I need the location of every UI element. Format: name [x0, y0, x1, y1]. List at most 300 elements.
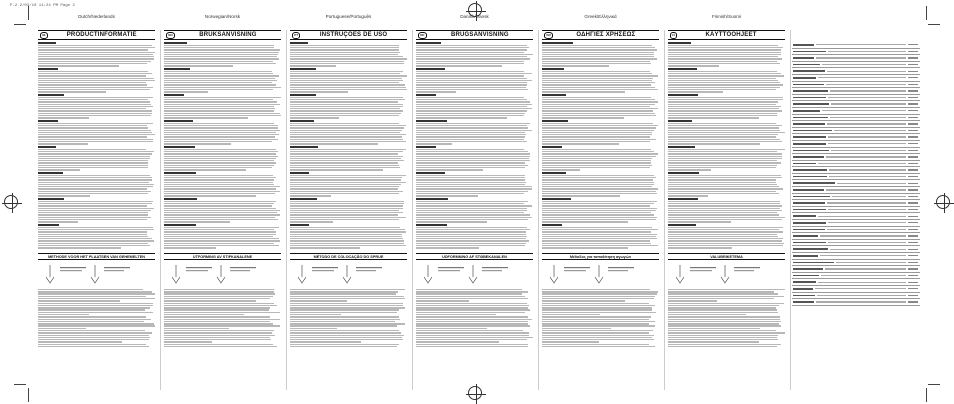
text-line — [290, 307, 405, 308]
text-line — [416, 130, 532, 131]
text-line — [416, 106, 527, 107]
table-cell — [821, 275, 906, 276]
table-cell — [793, 301, 814, 303]
text-line — [416, 56, 527, 57]
text-line — [542, 291, 658, 292]
text-line — [542, 106, 650, 107]
text-line — [38, 87, 153, 88]
text-line — [164, 139, 278, 140]
text-line — [290, 210, 399, 211]
text-line — [38, 316, 146, 317]
text-line — [668, 221, 731, 222]
text-line — [164, 335, 275, 336]
text-line — [38, 134, 155, 135]
text-line — [38, 91, 106, 92]
text-line — [164, 307, 270, 308]
text-line — [38, 245, 150, 246]
text-line — [668, 141, 782, 142]
text-line — [38, 291, 152, 292]
text-line — [290, 291, 398, 292]
text-line — [668, 73, 781, 74]
text-line — [416, 104, 532, 105]
text-line — [290, 84, 405, 85]
text-line — [164, 151, 278, 152]
table-row — [792, 95, 920, 102]
subheading-bar — [416, 120, 447, 122]
text-line — [164, 167, 272, 168]
text-line — [290, 169, 383, 170]
text-line — [164, 149, 276, 150]
text-line — [668, 87, 780, 88]
text-line — [416, 91, 456, 92]
table-row — [792, 108, 920, 115]
text-line — [38, 346, 149, 347]
table-cell — [827, 202, 906, 203]
text-line — [38, 328, 86, 329]
crop-mark — [14, 384, 26, 385]
text-line — [668, 323, 779, 324]
section-header — [290, 30, 407, 40]
text-line — [290, 108, 400, 109]
text-line — [164, 319, 280, 320]
table-cell — [793, 235, 818, 237]
panel-3 — [416, 14, 533, 390]
subheading-bar — [542, 42, 573, 44]
table-row — [792, 154, 920, 161]
text-line — [38, 217, 151, 218]
table-cell — [793, 51, 826, 53]
text-line — [290, 71, 403, 72]
text-line — [542, 325, 655, 326]
text-line — [542, 240, 650, 241]
method-title: UDFORMNING AF STØBEKANALEN — [442, 254, 507, 259]
text-line — [290, 101, 398, 102]
table-cell — [816, 44, 906, 45]
text-line — [164, 63, 276, 64]
subheading-bar — [164, 94, 184, 96]
text-line — [164, 101, 277, 102]
section-title: ΟΔΗΓΙΕΣ ΧΡΗΣΕΩΣ — [576, 32, 636, 38]
text-line — [290, 321, 395, 322]
text-line — [542, 335, 654, 336]
table-cell — [816, 301, 906, 302]
text-line — [38, 335, 149, 336]
text-line — [164, 143, 231, 144]
text-line — [290, 231, 406, 232]
table-row — [792, 233, 920, 240]
text-line — [542, 160, 651, 161]
section-header — [164, 30, 281, 40]
text-line — [416, 319, 532, 320]
table-cell — [834, 130, 906, 131]
text-line — [290, 58, 407, 59]
text-line — [164, 61, 273, 62]
text-line — [668, 175, 781, 176]
text-line — [164, 208, 276, 209]
text-line — [542, 316, 651, 317]
text-line — [542, 56, 654, 57]
text-line — [38, 49, 148, 50]
text-line — [164, 332, 272, 333]
text-line — [668, 117, 759, 118]
text-line — [668, 162, 781, 163]
table-row — [792, 279, 920, 286]
table-row — [792, 128, 920, 135]
text-line — [164, 328, 229, 329]
text-line — [668, 238, 783, 239]
text-line — [416, 78, 527, 79]
text-line — [38, 205, 147, 206]
text-line — [164, 201, 276, 202]
text-line — [542, 236, 656, 237]
text-line — [542, 212, 651, 213]
text-line — [416, 61, 524, 62]
text-line — [416, 300, 469, 301]
text-line — [416, 63, 524, 64]
text-line — [164, 238, 279, 239]
text-line — [38, 130, 151, 131]
table-cell — [829, 176, 906, 177]
text-line — [416, 45, 527, 46]
registration-mark-left — [4, 195, 18, 209]
text-line — [38, 203, 152, 204]
text-line — [164, 73, 273, 74]
table-cell — [793, 70, 825, 72]
table-cell — [793, 295, 815, 297]
text-line — [416, 162, 525, 163]
text-line — [164, 245, 279, 246]
table-row — [792, 115, 920, 122]
text-line — [164, 344, 273, 345]
registration-mark-right — [936, 195, 950, 209]
panel-0 — [38, 14, 155, 390]
text-line — [290, 54, 398, 55]
text-line — [542, 312, 656, 313]
text-line — [38, 167, 148, 168]
text-line — [668, 63, 780, 64]
text-line — [668, 54, 781, 55]
table-cell — [908, 44, 918, 45]
text-line — [542, 47, 655, 48]
text-line — [290, 115, 399, 116]
text-line — [668, 210, 782, 211]
text-line — [542, 321, 655, 322]
text-line — [668, 143, 760, 144]
text-line — [542, 229, 658, 230]
text-line — [164, 91, 208, 92]
text-line — [668, 45, 778, 46]
text-line — [542, 139, 656, 140]
text-line — [416, 335, 529, 336]
text-line — [38, 219, 147, 220]
table-cell — [793, 97, 826, 99]
text-line — [38, 117, 89, 118]
text-line — [542, 80, 652, 81]
text-line — [416, 201, 528, 202]
text-line — [542, 82, 655, 83]
text-line — [290, 52, 400, 53]
text-line — [416, 210, 527, 211]
text-line — [668, 71, 777, 72]
subheading-bar — [668, 224, 696, 226]
method-header — [164, 253, 281, 260]
table-cell — [908, 156, 918, 157]
table-cell — [815, 288, 906, 289]
text-line — [668, 56, 778, 57]
text-line — [542, 71, 650, 72]
text-line — [668, 231, 783, 232]
table-cell — [908, 235, 918, 236]
text-line — [416, 108, 532, 109]
text-line — [164, 217, 275, 218]
text-line — [38, 115, 151, 116]
text-line — [38, 323, 154, 324]
text-line — [416, 184, 525, 185]
text-line — [290, 63, 404, 64]
text-line — [164, 52, 279, 53]
text-line — [164, 136, 275, 137]
text-line — [38, 186, 153, 187]
text-line — [416, 293, 522, 294]
table-cell — [793, 117, 828, 119]
crop-mark — [28, 6, 29, 20]
text-line — [290, 143, 378, 144]
text-line — [542, 298, 654, 299]
text-line — [542, 156, 656, 157]
table-cell — [826, 189, 906, 190]
text-line — [38, 108, 146, 109]
table-cell — [828, 143, 906, 144]
section-header — [542, 30, 659, 40]
text-line — [290, 123, 399, 124]
table-row — [792, 299, 920, 306]
text-line — [164, 141, 272, 142]
table-cell — [793, 248, 828, 250]
text-line — [38, 104, 151, 105]
text-line — [290, 134, 406, 135]
panel-1 — [164, 14, 281, 390]
text-line — [164, 341, 212, 342]
sprue-diagram-graphic — [292, 263, 405, 285]
text-line — [668, 339, 778, 340]
table-cell — [908, 216, 918, 217]
text-line — [668, 110, 782, 111]
text-line — [290, 300, 347, 301]
text-line — [668, 298, 774, 299]
text-line — [542, 314, 600, 315]
text-line — [416, 229, 530, 230]
table-cell — [908, 130, 918, 131]
text-line — [164, 305, 277, 306]
subheading-bar — [416, 224, 447, 226]
text-line — [38, 45, 152, 46]
text-line — [668, 195, 708, 196]
text-line — [164, 84, 276, 85]
text-line — [542, 108, 658, 109]
table-cell — [822, 110, 906, 111]
language-badge: GR — [544, 32, 553, 39]
table-cell — [793, 57, 814, 59]
text-line — [542, 339, 654, 340]
text-line — [416, 123, 530, 124]
text-line — [542, 245, 658, 246]
method-header — [416, 253, 533, 260]
sprue-diagram — [40, 263, 153, 285]
text-line — [164, 188, 276, 189]
table-row — [792, 220, 920, 227]
text-line — [542, 328, 611, 329]
text-line — [38, 141, 153, 142]
table-cell — [793, 229, 825, 231]
text-line — [416, 113, 525, 114]
sprue-diagram-graphic — [166, 263, 279, 285]
text-line — [668, 151, 777, 152]
text-line — [290, 89, 407, 90]
table-row — [792, 180, 920, 187]
crop-mark — [928, 384, 940, 385]
subheading-bar — [38, 94, 64, 96]
subheading-bar — [668, 146, 695, 148]
text-line — [416, 205, 532, 206]
text-line — [38, 303, 153, 304]
text-line — [164, 314, 244, 315]
method-steps — [416, 288, 533, 347]
subheading-bar — [416, 172, 445, 174]
text-line — [668, 153, 782, 154]
subheading-bar — [542, 94, 566, 96]
table-cell — [828, 209, 906, 210]
text-line — [164, 127, 278, 128]
table-cell — [793, 268, 823, 270]
text-line — [290, 149, 406, 150]
text-line — [290, 158, 401, 159]
text-line — [290, 217, 406, 218]
text-line — [290, 99, 405, 100]
text-line — [416, 217, 532, 218]
text-line — [416, 156, 530, 157]
text-line — [416, 175, 525, 176]
text-line — [416, 221, 487, 222]
text-line — [290, 162, 398, 163]
table-row — [792, 227, 920, 234]
text-line — [38, 289, 143, 290]
text-line — [668, 156, 782, 157]
text-line — [164, 165, 274, 166]
text-line — [38, 52, 155, 53]
text-line — [668, 289, 785, 290]
text-line — [38, 234, 147, 235]
text-line — [290, 175, 406, 176]
table-cell — [908, 202, 918, 203]
text-line — [164, 291, 274, 292]
text-line — [290, 188, 398, 189]
table-cell — [793, 196, 830, 198]
text-line — [542, 73, 652, 74]
text-line — [38, 56, 154, 57]
text-line — [668, 245, 783, 246]
text-line — [38, 132, 152, 133]
text-line — [416, 238, 526, 239]
text-line — [164, 87, 281, 88]
table-cell — [793, 136, 826, 138]
text-line — [542, 247, 628, 248]
text-line — [38, 127, 148, 128]
table-cell — [793, 209, 826, 211]
text-line — [290, 56, 403, 57]
text-line — [416, 71, 524, 72]
text-line — [38, 195, 90, 196]
table-cell — [793, 202, 825, 204]
language-badge: FI — [670, 32, 677, 39]
text-line — [38, 309, 145, 310]
table-cell — [793, 176, 827, 178]
language-badge: DK — [418, 32, 427, 39]
table-cell — [826, 156, 906, 157]
subheading-bar — [164, 224, 196, 226]
text-line — [416, 54, 533, 55]
text-line — [164, 179, 274, 180]
text-line — [416, 231, 526, 232]
text-line — [38, 58, 154, 59]
text-line — [542, 201, 657, 202]
text-line — [164, 339, 271, 340]
table-cell — [793, 189, 824, 191]
text-line — [290, 104, 403, 105]
text-line — [542, 305, 655, 306]
text-line — [290, 328, 337, 329]
text-line — [668, 160, 777, 161]
subheading-bar — [290, 94, 316, 96]
text-line — [416, 339, 527, 340]
text-line — [164, 205, 272, 206]
section-header — [38, 30, 155, 40]
text-line — [668, 186, 779, 187]
text-line — [164, 219, 278, 220]
text-line — [668, 167, 776, 168]
text-line — [164, 298, 270, 299]
text-line — [542, 58, 657, 59]
table-cell — [908, 169, 918, 170]
subheading-bar — [290, 42, 308, 44]
table-cell — [908, 110, 918, 111]
text-line — [164, 293, 275, 294]
text-line — [290, 139, 403, 140]
text-line — [542, 130, 654, 131]
text-line — [416, 179, 525, 180]
text-line — [416, 240, 529, 241]
language-label: Greek/Ελληνικά — [584, 14, 617, 19]
panel-4 — [542, 14, 659, 390]
text-line — [542, 191, 656, 192]
table-row — [792, 187, 920, 194]
text-line — [416, 52, 524, 53]
text-line — [164, 289, 274, 290]
subheading-bar — [290, 224, 309, 226]
text-line — [290, 141, 406, 142]
subheading-bar — [416, 42, 441, 44]
text-line — [38, 97, 153, 98]
method-steps — [164, 288, 281, 347]
section-title: KÄYTTÖOHJEET — [705, 32, 757, 38]
text-line — [542, 221, 628, 222]
subheading-bar — [38, 146, 56, 148]
text-line — [542, 117, 624, 118]
table-cell — [793, 123, 825, 125]
text-line — [38, 236, 148, 237]
text-line — [164, 231, 276, 232]
table-cell — [793, 163, 816, 165]
table-cell — [793, 156, 824, 158]
